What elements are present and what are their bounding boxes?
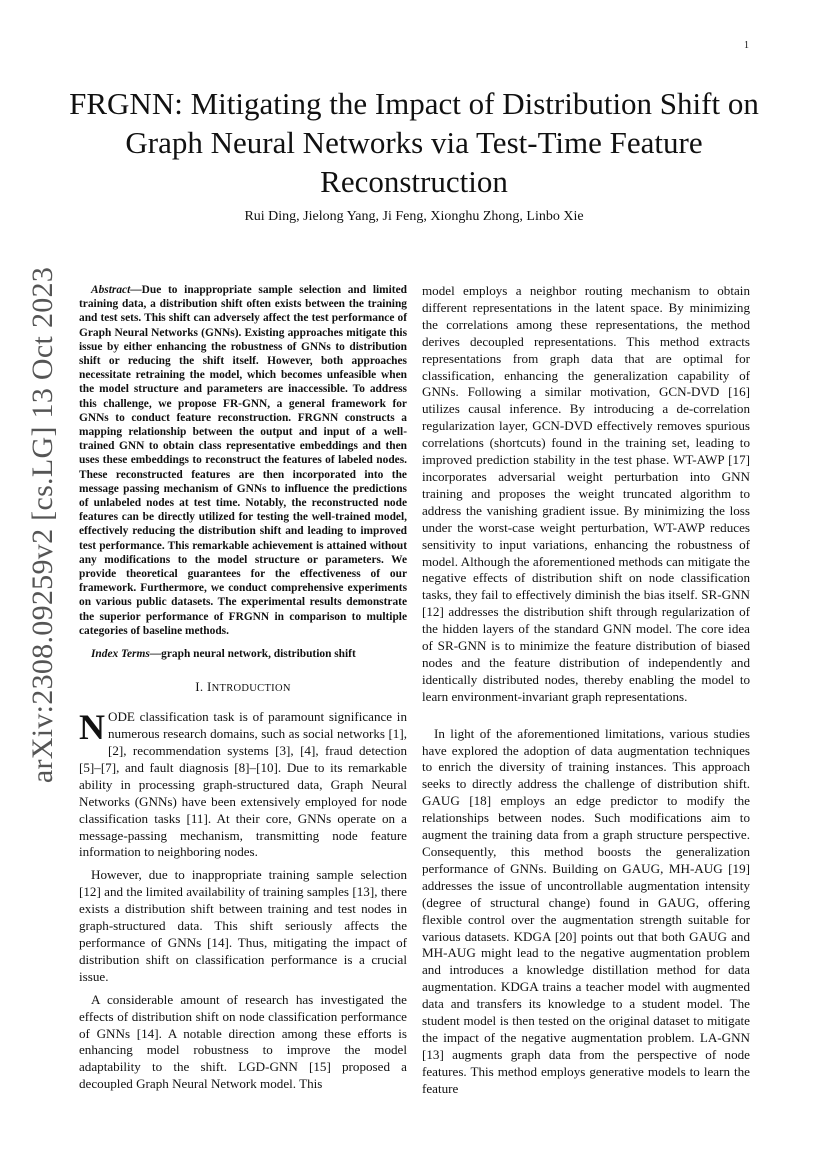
intro-paragraph-1 [79, 709, 407, 861]
left-column [79, 283, 407, 1093]
section-heading-introduction [79, 679, 407, 698]
arxiv-identifier-margin [17, 266, 69, 784]
abstract [79, 283, 407, 638]
arxiv-identifier: arXiv:2308.09259v2 [cs.LG] 13 Oct 2023 [26, 266, 59, 784]
abstract-lead: Abstract [91, 284, 131, 296]
intro-paragraph-2: However, due to inappropriate training sample selection [12] and the limited availability of training samples [13], there exists a distribution shift between training and test nodes in graph-structured data. This shift seriously affects the performance of GNNs [14]. Thus, mitigating the impact of distribution shift on classification performance is a crucial issue. [79, 867, 407, 984]
right-column [422, 283, 750, 1098]
index-terms-body: —graph neural network, distribution shift [149, 648, 356, 661]
section-number: I. [195, 679, 207, 695]
right-paragraph-2: In light of the aforementioned limitations, various studies have explored the adoption of data augmentation techniques to enrich the diversity of training instances. This approach seeks to directly address the challenge of distribution shift. GAUG [18] employs an edge predictor to modify the relationships between nodes. Such modifications aim to augment the training data from a graph structure perspective. Consequently, this method boosts the generalization performance of GNNs. Building on GAUG, MH-AUG [19] addresses the issue of uncontrollable augmentation intensity (degree of structural change) found in GAUG, offering flexible control over the augmentation strength suitable for various datasets. KDGA [20] points out that both GAUG and MH-AUG might lead to the negative augmentation problem and introduces a knowledge distillation method for data augmentation. KDGA trains a teacher model with augmented data and transfers its knowledge to a student model. The student model is then tested on the original dataset to mitigate the impact of the negative augmentation problem. LA-GNN [13] augments graph data from the perspective of node features. This method employs generative models to learn the feature [422, 725, 750, 1096]
section-first-letter: I [206, 679, 212, 695]
intro-paragraph-1-text: ODE classification task is of paramount significance in numerous research domains, such as social networks [1], [2], recommendation systems [3], [4], fraud detection [5]–[7], and fault diagnosis [8]–[10]. Due to its remarkable ability in processing graph-structured data, Graph Neural Networks (GNNs) have been extensively employed for node classification tasks [11]. At their core, GNNs operate on a message-passing mechanism, transmitting node feature information to neighboring nodes. [79, 709, 407, 860]
index-terms [79, 647, 407, 661]
page-number: 1 [744, 40, 749, 51]
section-title-rest: NTRODUCTION [211, 683, 291, 695]
intro-paragraph-3: A considerable amount of research has investigated the effects of distribution shift on node classification performance of GNNs [14]. A notable direction among these efforts is enhancing model robustness to improve the model adaptability to the shift. LGD-GNN [15] proposed a decoupled Graph Neural Network model. This [79, 991, 407, 1092]
index-terms-lead: Index Terms [91, 648, 150, 661]
abstract-body: —Due to inappropriate sample selection and limited training data, a distribution shift often exists between the training and test sets. This shift can adversely affect the test performance of Graph Neural Networks (GNNs). Existing approaches mitigate this issue by either enhancing the robustness of GNNs to distribution shift or reducing the shift itself. However, both approaches necessitate retraining the model, which becomes unfeasible when the model structure and parameters are inaccessible. To address this challenge, we propose FR-GNN, a general framework for GNNs to conduct feature reconstruction. FRGNN constructs a mapping relationship between the output and input of a well-trained GNN to obtain class representative embeddings and then uses these embeddings to reconstruct the features of labeled nodes. These reconstructed features are then incorporated into the message passing mechanism of GNNs to influence the predictions of unlabeled nodes at test time. Notably, the reconstructed node features can be directly utilized for testing the well-trained model, effectively reducing the distribution shift and leading to improved test performance. This remarkable achievement is attained without any modifications to the model structure or parameters. We provide theoretical guarantees for the effectiveness of our framework. Furthermore, we conduct comprehensive experiments on various public datasets. The experimental results demonstrate the superior performance of FRGNN in comparison to multiple categories of baseline methods. [79, 284, 407, 637]
drop-cap: N [79, 707, 105, 748]
paper-title: FRGNN: Mitigating the Impact of Distribution Shift on Graph Neural Networks via Test-Time Feature Reconstruction [69, 86, 759, 199]
author-list: Rui Ding, Jielong Yang, Ji Feng, Xionghu Zhong, Linbo Xie [244, 209, 584, 224]
right-paragraph-1: model employs a neighbor routing mechanism to obtain different representations in the latent space. By minimizing the correlations among these representations, the method derives decoupled representations. This method extracts representations from graph data that are optimal for classification, enhancing the generalization capability of GNNs. Following a similar motivation, GCN-DVD [16] utilizes causal inference. By introducing a de-correlation regularization layer, GCN-DVD effectively removes spurious correlations (shortcuts) found in the training set, leading to improved prediction stability in the test phase. WT-AWP [17] incorporates adversarial weight perturbation into GNN training and proposes the weight truncated algorithm to address the vanishing gradient issue. By minimizing the loss under the worst-case weight perturbation, WT-AWP reduces sensitivity to input variations, enhancing the robustness of model. Although the aforementioned methods can mitigate the negative effects of distribution shift on node classification tasks, they fail to effectively diminish the bias itself. SR-GNN [12] addresses the distribution shift through regularization of the hidden layers of the standard GNN model. The core idea of SR-GNN is to minimize the feature distribution of biased nodes and the feature distribution of independently and identically distributed nodes, thereby enabling the model to learn environment-invariant graph representations. [422, 283, 750, 704]
